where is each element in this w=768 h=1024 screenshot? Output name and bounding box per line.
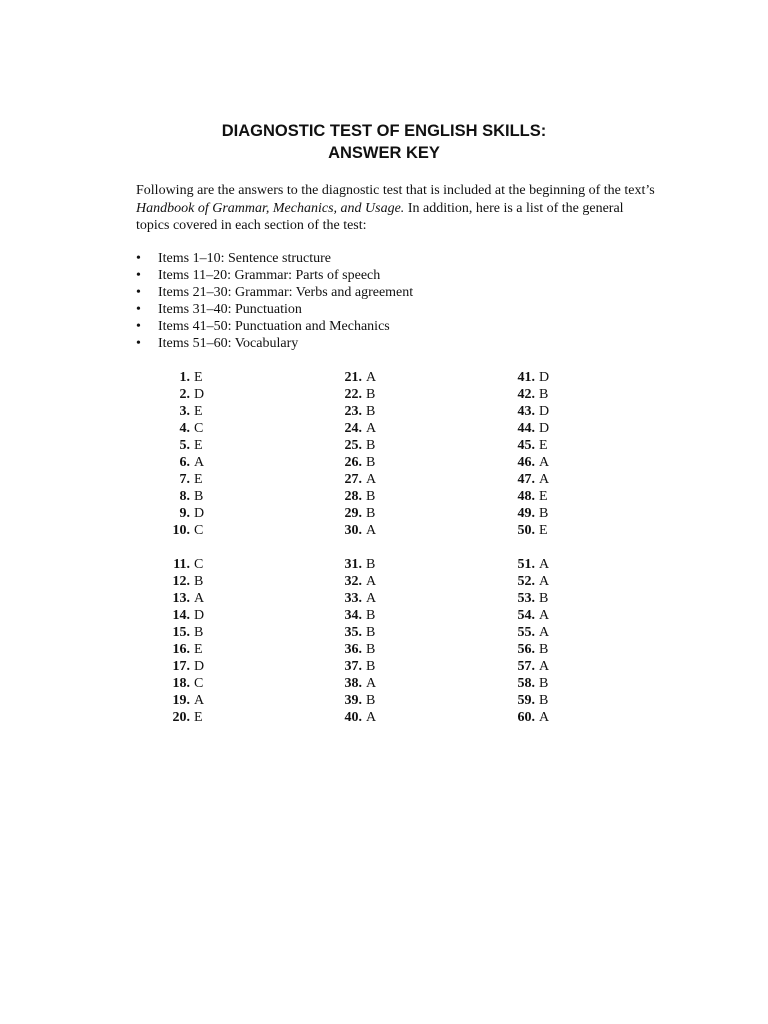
answer-letter: A: [539, 455, 550, 470]
answer-row: [336, 437, 376, 454]
answer-row: [164, 556, 204, 573]
answer-letter: A: [539, 608, 550, 623]
answer-row: [164, 505, 204, 522]
item-number: 56.: [517, 642, 535, 657]
answer-row: [164, 454, 204, 471]
item-number: 5.: [179, 438, 190, 453]
item-number: 20.: [172, 710, 190, 725]
answer-letter: D: [194, 387, 205, 402]
item-number: 59.: [517, 693, 535, 708]
answer-letter: A: [366, 676, 377, 691]
answer-letter: A: [539, 659, 550, 674]
answer-row: [509, 505, 549, 522]
answer-letter: A: [539, 557, 550, 572]
item-number: 50.: [517, 523, 535, 538]
item-number: 38.: [344, 676, 362, 691]
answer-group-gap: [336, 539, 376, 556]
answer-row: [509, 556, 549, 573]
answer-letter: A: [194, 455, 205, 470]
answer-letter: B: [366, 489, 376, 504]
item-number: 32.: [344, 574, 362, 589]
answer-row: [336, 624, 376, 641]
answer-letter: B: [366, 438, 376, 453]
answer-row: [164, 624, 204, 641]
bullet-icon: •: [136, 302, 141, 317]
answer-row: [164, 709, 204, 726]
item-number: 22.: [344, 387, 362, 402]
item-number: 42.: [517, 387, 535, 402]
item-number: 27.: [344, 472, 362, 487]
answer-letter: B: [366, 608, 376, 623]
answer-letter: B: [539, 387, 549, 402]
item-number: 34.: [344, 608, 362, 623]
item-number: 44.: [517, 421, 535, 436]
item-number: 4.: [179, 421, 190, 436]
answer-row: [509, 386, 549, 403]
item-number: 9.: [179, 506, 190, 521]
bullet-icon: •: [136, 285, 141, 300]
answer-letter: A: [539, 472, 550, 487]
answer-row: [509, 641, 549, 658]
answer-letter: B: [539, 642, 549, 657]
answer-letter: A: [366, 370, 377, 385]
answer-letter: C: [194, 557, 204, 572]
item-number: 16.: [172, 642, 190, 657]
answer-column-2: [336, 369, 376, 726]
answer-row: [164, 488, 204, 505]
answer-row: [336, 454, 376, 471]
answer-letter: B: [366, 455, 376, 470]
intro-text-1: Following are the answers to the diagnostic test that is included at the beginning of the text’s: [136, 183, 655, 198]
answer-row: [336, 386, 376, 403]
answer-row: [164, 471, 204, 488]
item-number: 58.: [517, 676, 535, 691]
answer-letter: E: [194, 438, 203, 453]
item-number: 43.: [517, 404, 535, 419]
answer-letter: B: [194, 489, 204, 504]
topic-item: • Items 51–60: Vocabulary: [136, 336, 299, 351]
answer-letter: A: [366, 574, 377, 589]
answer-row: [509, 403, 549, 420]
answer-row: [164, 641, 204, 658]
answer-letter: A: [539, 625, 550, 640]
answer-row: [509, 658, 549, 675]
item-number: 2.: [179, 387, 190, 402]
item-number: 8.: [179, 489, 190, 504]
answer-group-gap: [509, 539, 549, 556]
answer-letter: E: [539, 489, 548, 504]
answer-row: [509, 675, 549, 692]
answer-row: [336, 607, 376, 624]
answer-row: [336, 556, 376, 573]
answer-letter: B: [539, 693, 549, 708]
item-number: 52.: [517, 574, 535, 589]
item-number: 60.: [517, 710, 535, 725]
item-number: 33.: [344, 591, 362, 606]
answer-letter: A: [366, 472, 377, 487]
item-number: 30.: [344, 523, 362, 538]
answer-column-3: [509, 369, 549, 726]
bullet-icon: •: [136, 251, 141, 266]
topic-item: • Items 41–50: Punctuation and Mechanics: [136, 319, 390, 334]
topic-item: • Items 1–10: Sentence structure: [136, 251, 332, 266]
answer-row: [509, 573, 549, 590]
answer-letter: B: [366, 506, 376, 521]
item-number: 31.: [344, 557, 362, 572]
answer-letter: B: [194, 574, 204, 589]
answer-letter: B: [366, 642, 376, 657]
answer-letter: B: [194, 625, 204, 640]
item-number: 40.: [344, 710, 362, 725]
topic-item: • Items 31–40: Punctuation: [136, 302, 302, 317]
item-number: 15.: [172, 625, 190, 640]
answer-letter: D: [194, 506, 205, 521]
topic-item: • Items 21–30: Grammar: Verbs and agreement: [136, 285, 414, 300]
item-number: 1.: [179, 370, 190, 385]
answer-row: [164, 522, 204, 539]
item-number: 36.: [344, 642, 362, 657]
item-number: 26.: [344, 455, 362, 470]
book-title: Handbook of Grammar, Mechanics, and Usage.: [136, 200, 405, 216]
answer-letter: D: [194, 659, 205, 674]
answer-row: [164, 369, 204, 386]
answer-letter: C: [194, 676, 204, 691]
answer-letter: A: [366, 591, 377, 606]
answer-letter: B: [366, 693, 376, 708]
answer-letter: A: [366, 421, 377, 436]
item-number: 47.: [517, 472, 535, 487]
answer-letter: E: [194, 710, 203, 725]
item-number: 49.: [517, 506, 535, 521]
answer-row: [336, 522, 376, 539]
answer-row: [336, 658, 376, 675]
answer-letter: B: [366, 387, 376, 402]
answer-row: [509, 624, 549, 641]
item-number: 57.: [517, 659, 535, 674]
item-number: 45.: [517, 438, 535, 453]
topic-list: [136, 250, 656, 352]
item-number: 3.: [179, 404, 190, 419]
answer-row: [336, 641, 376, 658]
answer-letter: E: [194, 404, 203, 419]
answer-letter: D: [539, 404, 550, 419]
answer-letter: A: [539, 574, 550, 589]
answer-letter: D: [539, 370, 550, 385]
answer-row: [509, 437, 549, 454]
answer-row: [509, 471, 549, 488]
item-number: 54.: [517, 608, 535, 623]
item-number: 39.: [344, 693, 362, 708]
bullet-icon: •: [136, 336, 141, 351]
bullet-icon: •: [136, 319, 141, 334]
title-line-2: ANSWER KEY: [328, 144, 440, 162]
answer-letter: B: [366, 625, 376, 640]
intro-paragraph: [136, 182, 656, 235]
item-number: 37.: [344, 659, 362, 674]
answer-row: [509, 692, 549, 709]
answer-letter: E: [539, 438, 548, 453]
answer-letter: E: [194, 370, 203, 385]
answer-letter: B: [366, 659, 376, 674]
answer-letter: B: [539, 591, 549, 606]
item-number: 41.: [517, 370, 535, 385]
item-number: 6.: [179, 455, 190, 470]
answer-letter: C: [194, 523, 204, 538]
bullet-icon: •: [136, 268, 141, 283]
item-number: 23.: [344, 404, 362, 419]
item-number: 51.: [517, 557, 535, 572]
answer-row: [509, 709, 549, 726]
answer-row: [336, 573, 376, 590]
answer-letter: B: [539, 506, 549, 521]
answer-row: [509, 454, 549, 471]
answer-row: [336, 590, 376, 607]
answer-row: [509, 607, 549, 624]
item-number: 11.: [173, 557, 190, 572]
answer-row: [509, 522, 549, 539]
answer-row: [336, 709, 376, 726]
answer-group-gap: [164, 539, 204, 556]
answer-row: [164, 573, 204, 590]
item-number: 48.: [517, 489, 535, 504]
answer-row: [164, 675, 204, 692]
item-number: 55.: [517, 625, 535, 640]
answer-letter: D: [194, 608, 205, 623]
answer-row: [336, 692, 376, 709]
answer-column-1: [164, 369, 204, 726]
title-line-1: DIAGNOSTIC TEST OF ENGLISH SKILLS:: [221, 122, 547, 140]
answer-letter: E: [539, 523, 548, 538]
answer-row: [509, 590, 549, 607]
item-number: 29.: [344, 506, 362, 521]
item-number: 14.: [172, 608, 190, 623]
item-number: 12.: [172, 574, 190, 589]
item-number: 21.: [344, 370, 362, 385]
answer-letter: B: [366, 404, 376, 419]
answer-row: [509, 420, 549, 437]
answer-row: [509, 488, 549, 505]
answer-row: [336, 505, 376, 522]
answer-row: [164, 420, 204, 437]
answer-letter: A: [539, 710, 550, 725]
item-number: 24.: [344, 421, 362, 436]
answer-row: [509, 369, 549, 386]
answer-row: [164, 607, 204, 624]
item-number: 10.: [172, 523, 190, 538]
answer-letter: A: [366, 523, 377, 538]
item-number: 35.: [344, 625, 362, 640]
answer-row: [336, 488, 376, 505]
intro-text-2: In addition, here is a list of the general topics covered in each section of the test:: [136, 200, 624, 233]
item-number: 19.: [172, 693, 190, 708]
answer-letter: B: [539, 676, 549, 691]
item-number: 46.: [517, 455, 535, 470]
answer-row: [164, 386, 204, 403]
answer-letter: A: [194, 591, 205, 606]
answer-row: [336, 471, 376, 488]
answer-row: [164, 590, 204, 607]
answer-letter: E: [194, 472, 203, 487]
answer-row: [336, 675, 376, 692]
answer-row: [164, 658, 204, 675]
item-number: 17.: [172, 659, 190, 674]
document-title: [0, 120, 768, 164]
topic-item: • Items 11–20: Grammar: Parts of speech: [136, 268, 381, 283]
answer-letter: D: [539, 421, 550, 436]
answer-letter: E: [194, 642, 203, 657]
answer-row: [336, 403, 376, 420]
answer-row: [164, 692, 204, 709]
answer-letter: C: [194, 421, 204, 436]
answer-row: [336, 369, 376, 386]
item-number: 7.: [179, 472, 190, 487]
item-number: 25.: [344, 438, 362, 453]
answer-row: [164, 403, 204, 420]
answer-letter: A: [194, 693, 205, 708]
item-number: 53.: [517, 591, 535, 606]
answer-letter: A: [366, 710, 377, 725]
answer-row: [164, 437, 204, 454]
item-number: 28.: [344, 489, 362, 504]
answer-row: [336, 420, 376, 437]
answer-letter: B: [366, 557, 376, 572]
item-number: 13.: [172, 591, 190, 606]
item-number: 18.: [172, 676, 190, 691]
